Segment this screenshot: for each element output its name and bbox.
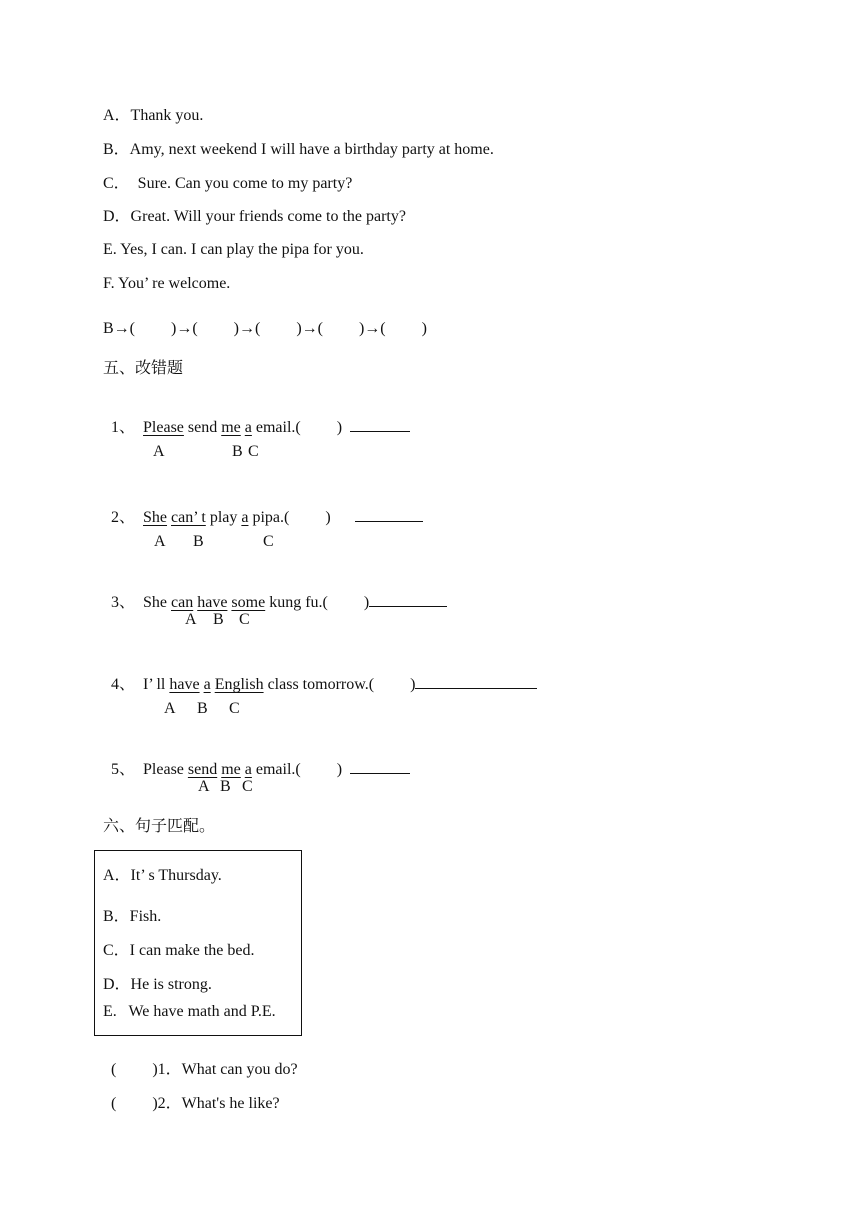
item-number: 4、 [111, 676, 136, 693]
error-item-1: 1、 Please send me a email.( ) [103, 397, 410, 438]
item-pre: I’ ll [143, 676, 170, 693]
item-pre: Please [143, 761, 188, 778]
item-4-letter-c: C [229, 700, 240, 717]
answer-blank[interactable] [350, 759, 410, 774]
error-item-4: 4、 I’ ll have a English class tomorrow.( ) [103, 654, 537, 695]
dialogue-option-c: C． Sure. Can you come to my party? [103, 175, 353, 192]
item-3-letter-c: C [239, 611, 250, 628]
section6-title: 六、句子匹配。 [103, 818, 216, 835]
match-option-b: B．Fish. [103, 908, 162, 925]
item-4-letter-a: A [164, 700, 176, 717]
error-item-2: 2、 She can’ t play a pipa.( ) [103, 487, 423, 528]
item-number: 1、 [111, 419, 136, 436]
item-number: 2、 [111, 509, 136, 526]
dialogue-order-line: B→( )→( )→( )→( )→( ) [103, 320, 427, 337]
options-box [94, 850, 302, 1036]
item-5-letter-c: C [242, 778, 253, 795]
underlined-part-a: send [187, 761, 218, 778]
item-5-letter-b: B [220, 778, 231, 795]
underlined-part-c: some [231, 594, 266, 611]
answer-blank[interactable] [350, 417, 410, 432]
underlined-part-a: can [171, 594, 194, 611]
answer-blank[interactable] [415, 674, 537, 689]
underlined-part-b: me [221, 419, 241, 436]
error-item-3: 3、 She can have some kung fu.( ) [103, 572, 447, 613]
match-option-e: E. We have math and P.E. [103, 1003, 276, 1020]
underlined-part-a: have [169, 676, 200, 693]
item-1-letter-c: C [248, 443, 259, 460]
question-text: 2．What's he like? [157, 1095, 280, 1112]
item-2-letter-b: B [193, 533, 204, 550]
match-option-a: A．It’ s Thursday. [103, 867, 222, 884]
dialogue-option-f: F. You’ re welcome. [103, 275, 231, 292]
item-3-letter-a: A [185, 611, 197, 628]
underlined-part-c: a [241, 509, 249, 526]
item-number: 5、 [111, 761, 136, 778]
match-option-c: C．I can make the bed. [103, 942, 255, 959]
item-1-letter-a: A [153, 443, 165, 460]
answer-blank[interactable] [355, 507, 423, 522]
underlined-part-b: have [197, 594, 228, 611]
dialogue-option-a: A．Thank you. [103, 107, 204, 124]
item-4-letter-b: B [197, 700, 208, 717]
underlined-part-c: a [244, 419, 252, 436]
answer-paren[interactable]: ( ) [111, 1095, 158, 1112]
section5-title: 五、改错题 [103, 360, 184, 377]
underlined-part-b: a [203, 676, 211, 693]
question-text: 1．What can you do? [157, 1061, 298, 1078]
underlined-part-a: She [143, 509, 168, 526]
answer-paren[interactable]: ( ) [111, 1061, 158, 1078]
match-option-d: D．He is strong. [103, 976, 212, 993]
dialogue-option-e: E. Yes, I can. I can play the pipa for you. [103, 241, 364, 258]
underlined-part-c: a [244, 761, 252, 778]
match-question-2 [103, 1074, 280, 1114]
item-number: 3、 [111, 594, 136, 611]
dialogue-option-d: D．Great. Will your friends come to the party? [103, 208, 406, 225]
dialogue-option-b: B．Amy, next weekend I will have a birthday party at home. [103, 141, 494, 158]
item-5-letter-a: A [198, 778, 210, 795]
underlined-part-a: Please [143, 419, 184, 436]
item-2-letter-c: C [263, 533, 274, 550]
item-pre: She [143, 594, 172, 611]
underlined-part-b: me [221, 761, 241, 778]
item-1-letter-b: B [232, 443, 243, 460]
item-2-letter-a: A [154, 533, 166, 550]
underlined-part-c: English [214, 676, 264, 693]
error-item-5: 5、 Please send me a email.( ) [103, 739, 410, 780]
underlined-part-b: can’ t [171, 509, 206, 526]
answer-blank[interactable] [369, 592, 447, 607]
item-3-letter-b: B [213, 611, 224, 628]
